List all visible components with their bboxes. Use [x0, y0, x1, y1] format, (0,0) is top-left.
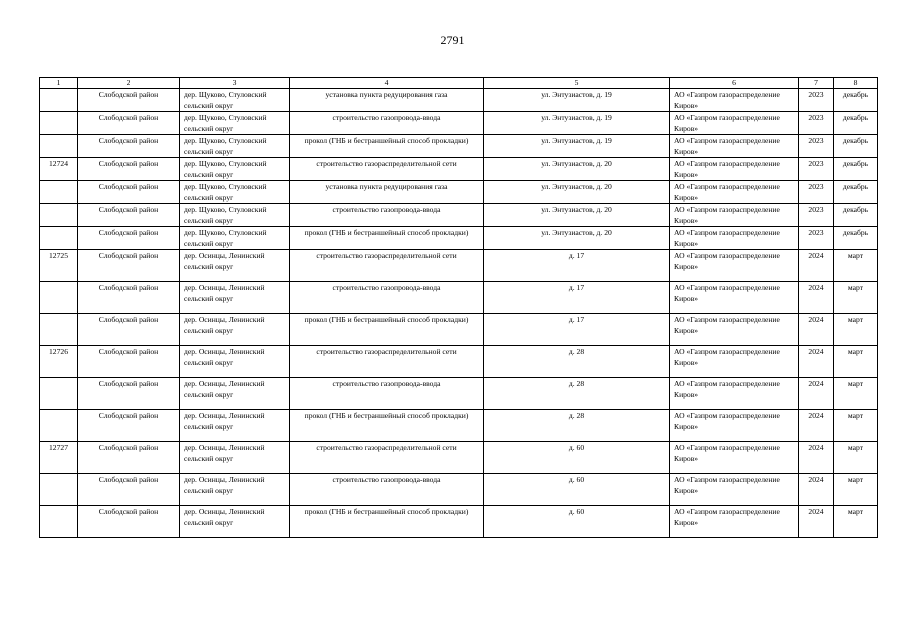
- work-type-cell: строительство газопровода-ввода: [290, 378, 484, 410]
- address-cell: д. 60: [484, 442, 670, 474]
- district-cell: Слободской район: [78, 506, 180, 538]
- year-cell: 2023: [799, 204, 834, 227]
- work-type-cell: строительство газораспределительной сети: [290, 158, 484, 181]
- district-cell: Слободской район: [78, 227, 180, 250]
- table-row: [40, 158, 878, 181]
- year-cell: 2024: [799, 410, 834, 442]
- organization-cell: АО «Газпром газораспределение Киров»: [670, 282, 799, 314]
- settlement-cell: дер. Осинцы, Ленинский сельский округ: [180, 314, 290, 346]
- year-cell: 2024: [799, 282, 834, 314]
- address-cell: ул. Энтузиастов, д. 19: [484, 112, 670, 135]
- row-number-cell: [40, 204, 78, 227]
- table-row: [40, 506, 878, 538]
- work-type-cell: строительство газораспределительной сети: [290, 346, 484, 378]
- organization-cell: АО «Газпром газораспределение Киров»: [670, 250, 799, 282]
- organization-cell: АО «Газпром газораспределение Киров»: [670, 378, 799, 410]
- row-number-cell: [40, 135, 78, 158]
- year-cell: 2024: [799, 250, 834, 282]
- year-cell: 2023: [799, 135, 834, 158]
- settlement-cell: дер. Щуково, Стуловский сельский округ: [180, 135, 290, 158]
- header-row: [40, 78, 878, 89]
- table-body: [40, 78, 878, 538]
- year-cell: 2023: [799, 158, 834, 181]
- row-number-cell: 12724: [40, 158, 78, 181]
- month-cell: март: [834, 410, 878, 442]
- row-number-cell: [40, 112, 78, 135]
- organization-cell: АО «Газпром газораспределение Киров»: [670, 442, 799, 474]
- table-row: [40, 112, 878, 135]
- month-cell: март: [834, 474, 878, 506]
- settlement-cell: дер. Осинцы, Ленинский сельский округ: [180, 410, 290, 442]
- organization-cell: АО «Газпром газораспределение Киров»: [670, 181, 799, 204]
- address-cell: д. 60: [484, 474, 670, 506]
- organization-cell: АО «Газпром газораспределение Киров»: [670, 204, 799, 227]
- month-cell: декабрь: [834, 135, 878, 158]
- settlement-cell: дер. Щуково, Стуловский сельский округ: [180, 227, 290, 250]
- district-cell: Слободской район: [78, 346, 180, 378]
- settlement-cell: дер. Осинцы, Ленинский сельский округ: [180, 346, 290, 378]
- month-cell: март: [834, 506, 878, 538]
- year-cell: 2024: [799, 506, 834, 538]
- header-cell: 2: [78, 78, 180, 89]
- row-number-cell: [40, 410, 78, 442]
- settlement-cell: дер. Осинцы, Ленинский сельский округ: [180, 506, 290, 538]
- month-cell: март: [834, 442, 878, 474]
- work-type-cell: установка пункта редуцирования газа: [290, 181, 484, 204]
- header-cell: 3: [180, 78, 290, 89]
- month-cell: март: [834, 282, 878, 314]
- district-cell: Слободской район: [78, 89, 180, 112]
- organization-cell: АО «Газпром газораспределение Киров»: [670, 410, 799, 442]
- settlement-cell: дер. Осинцы, Ленинский сельский округ: [180, 250, 290, 282]
- work-type-cell: строительство газопровода-ввода: [290, 204, 484, 227]
- district-cell: Слободской район: [78, 282, 180, 314]
- organization-cell: АО «Газпром газораспределение Киров»: [670, 346, 799, 378]
- table-row: [40, 250, 878, 282]
- month-cell: март: [834, 378, 878, 410]
- header-cell: 8: [834, 78, 878, 89]
- table-row: [40, 442, 878, 474]
- work-type-cell: прокол (ГНБ и бестраншейный способ прокладки): [290, 135, 484, 158]
- page-number: 2791: [440, 33, 465, 47]
- district-cell: Слободской район: [78, 378, 180, 410]
- address-cell: ул. Энтузиастов, д. 20: [484, 227, 670, 250]
- district-cell: Слободской район: [78, 135, 180, 158]
- month-cell: декабрь: [834, 204, 878, 227]
- row-number-cell: [40, 378, 78, 410]
- work-type-cell: строительство газопровода-ввода: [290, 474, 484, 506]
- row-number-cell: 12727: [40, 442, 78, 474]
- organization-cell: АО «Газпром газораспределение Киров»: [670, 158, 799, 181]
- settlement-cell: дер. Щуково, Стуловский сельский округ: [180, 204, 290, 227]
- settlement-cell: дер. Осинцы, Ленинский сельский округ: [180, 378, 290, 410]
- year-cell: 2024: [799, 378, 834, 410]
- row-number-cell: 12725: [40, 250, 78, 282]
- organization-cell: АО «Газпром газораспределение Киров»: [670, 227, 799, 250]
- table-row: [40, 89, 878, 112]
- table-row: [40, 346, 878, 378]
- year-cell: 2023: [799, 112, 834, 135]
- row-number-cell: [40, 314, 78, 346]
- district-cell: Слободской район: [78, 314, 180, 346]
- year-cell: 2024: [799, 314, 834, 346]
- district-cell: Слободской район: [78, 181, 180, 204]
- address-cell: д. 28: [484, 346, 670, 378]
- work-type-cell: строительство газораспределительной сети: [290, 250, 484, 282]
- work-type-cell: строительство газопровода-ввода: [290, 112, 484, 135]
- year-cell: 2023: [799, 227, 834, 250]
- address-cell: д. 17: [484, 250, 670, 282]
- work-type-cell: прокол (ГНБ и бестраншейный способ прокладки): [290, 227, 484, 250]
- header-cell: 4: [290, 78, 484, 89]
- registry-table: [39, 77, 878, 538]
- organization-cell: АО «Газпром газораспределение Киров»: [670, 506, 799, 538]
- header-cell: 5: [484, 78, 670, 89]
- table-row: [40, 282, 878, 314]
- table-row: [40, 314, 878, 346]
- table-row: [40, 410, 878, 442]
- settlement-cell: дер. Щуково, Стуловский сельский округ: [180, 181, 290, 204]
- address-cell: д. 17: [484, 314, 670, 346]
- address-cell: ул. Энтузиастов, д. 19: [484, 89, 670, 112]
- district-cell: Слободской район: [78, 410, 180, 442]
- year-cell: 2024: [799, 474, 834, 506]
- row-number-cell: [40, 181, 78, 204]
- row-number-cell: [40, 474, 78, 506]
- address-cell: ул. Энтузиастов, д. 20: [484, 204, 670, 227]
- work-type-cell: строительство газораспределительной сети: [290, 442, 484, 474]
- header-cell: 7: [799, 78, 834, 89]
- year-cell: 2023: [799, 181, 834, 204]
- month-cell: март: [834, 314, 878, 346]
- table-row: [40, 135, 878, 158]
- district-cell: Слободской район: [78, 474, 180, 506]
- settlement-cell: дер. Щуково, Стуловский сельский округ: [180, 158, 290, 181]
- table-row: [40, 181, 878, 204]
- header-cell: 6: [670, 78, 799, 89]
- address-cell: ул. Энтузиастов, д. 20: [484, 181, 670, 204]
- settlement-cell: дер. Осинцы, Ленинский сельский округ: [180, 474, 290, 506]
- address-cell: ул. Энтузиастов, д. 20: [484, 158, 670, 181]
- year-cell: 2023: [799, 89, 834, 112]
- work-type-cell: прокол (ГНБ и бестраншейный способ прокладки): [290, 410, 484, 442]
- settlement-cell: дер. Щуково, Стуловский сельский округ: [180, 112, 290, 135]
- organization-cell: АО «Газпром газораспределение Киров»: [670, 112, 799, 135]
- month-cell: декабрь: [834, 112, 878, 135]
- month-cell: март: [834, 346, 878, 378]
- address-cell: ул. Энтузиастов, д. 19: [484, 135, 670, 158]
- month-cell: декабрь: [834, 89, 878, 112]
- month-cell: декабрь: [834, 181, 878, 204]
- month-cell: декабрь: [834, 227, 878, 250]
- header-cell: 1: [40, 78, 78, 89]
- table-row: [40, 204, 878, 227]
- district-cell: Слободской район: [78, 112, 180, 135]
- organization-cell: АО «Газпром газораспределение Киров»: [670, 474, 799, 506]
- address-cell: д. 28: [484, 378, 670, 410]
- table-row: [40, 227, 878, 250]
- month-cell: декабрь: [834, 158, 878, 181]
- work-type-cell: прокол (ГНБ и бестраншейный способ прокладки): [290, 314, 484, 346]
- table-row: [40, 378, 878, 410]
- work-type-cell: прокол (ГНБ и бестраншейный способ прокладки): [290, 506, 484, 538]
- month-cell: март: [834, 250, 878, 282]
- settlement-cell: дер. Осинцы, Ленинский сельский округ: [180, 442, 290, 474]
- address-cell: д. 60: [484, 506, 670, 538]
- work-type-cell: установка пункта редуцирования газа: [290, 89, 484, 112]
- district-cell: Слободской район: [78, 442, 180, 474]
- work-type-cell: строительство газопровода-ввода: [290, 282, 484, 314]
- row-number-cell: [40, 227, 78, 250]
- district-cell: Слободской район: [78, 250, 180, 282]
- organization-cell: АО «Газпром газораспределение Киров»: [670, 89, 799, 112]
- row-number-cell: [40, 89, 78, 112]
- row-number-cell: [40, 282, 78, 314]
- organization-cell: АО «Газпром газораспределение Киров»: [670, 314, 799, 346]
- year-cell: 2024: [799, 346, 834, 378]
- address-cell: д. 28: [484, 410, 670, 442]
- row-number-cell: 12726: [40, 346, 78, 378]
- year-cell: 2024: [799, 442, 834, 474]
- organization-cell: АО «Газпром газораспределение Киров»: [670, 135, 799, 158]
- row-number-cell: [40, 506, 78, 538]
- district-cell: Слободской район: [78, 158, 180, 181]
- district-cell: Слободской район: [78, 204, 180, 227]
- address-cell: д. 17: [484, 282, 670, 314]
- settlement-cell: дер. Щуково, Стуловский сельский округ: [180, 89, 290, 112]
- settlement-cell: дер. Осинцы, Ленинский сельский округ: [180, 282, 290, 314]
- table-row: [40, 474, 878, 506]
